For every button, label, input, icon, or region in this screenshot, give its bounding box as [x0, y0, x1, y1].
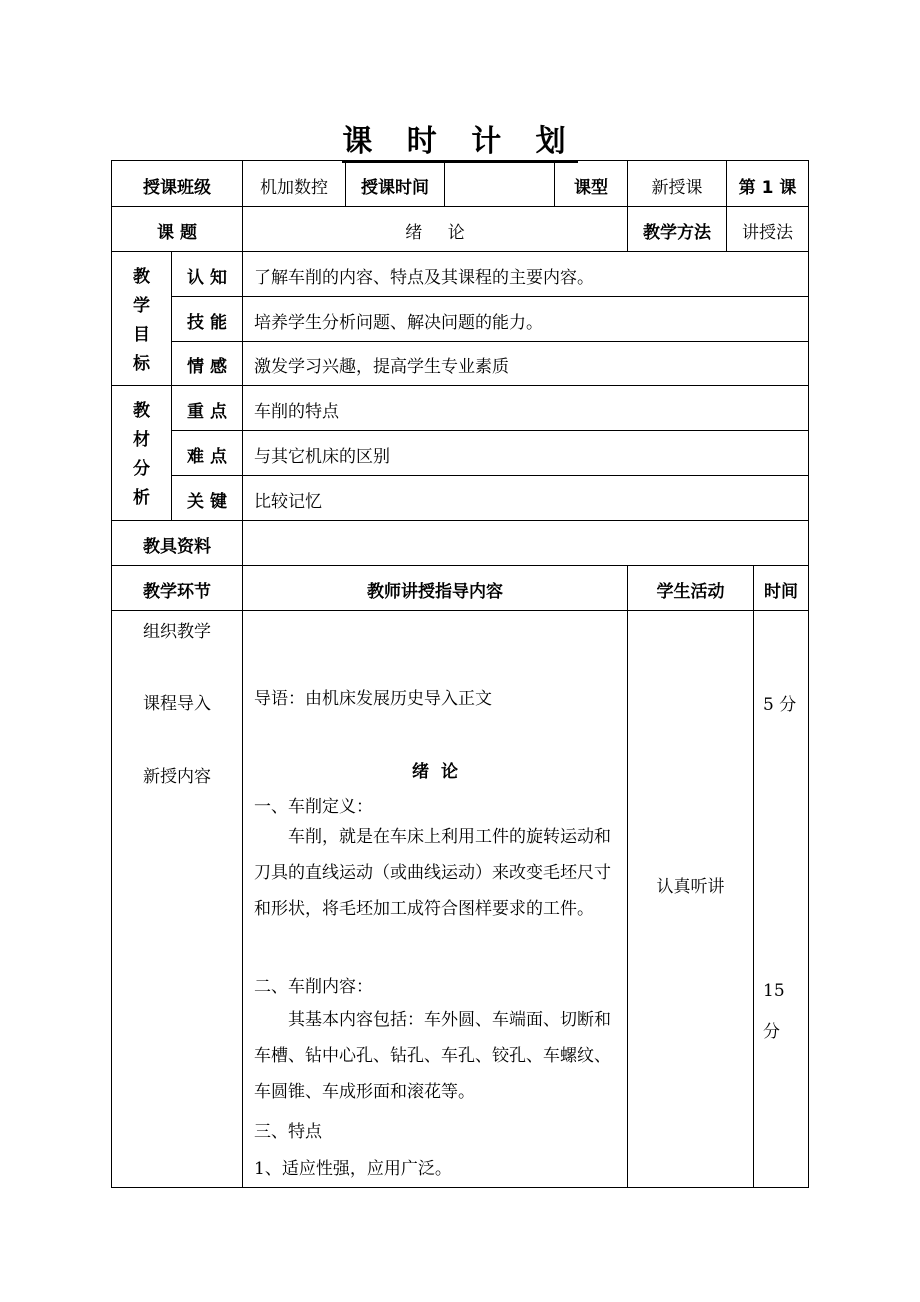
table-border [808, 160, 809, 1188]
time-new-content-number: 15 [763, 981, 785, 1001]
table-rule [171, 475, 809, 476]
page-title: 课 时 计 划 [0, 116, 920, 160]
class-value: 机加数控 [260, 178, 328, 198]
section2-title: 二、车削内容： [254, 977, 373, 997]
table-rule [111, 385, 809, 386]
analysis-value-key-point: 车削的特点 [254, 402, 339, 422]
group-char: 学 [133, 296, 150, 316]
stage-organize: 组织教学 [143, 622, 211, 642]
table-rule [111, 520, 809, 521]
table-border [111, 160, 809, 161]
section3-title: 三、特点 [254, 1122, 322, 1142]
group-char: 教 [133, 401, 150, 421]
analysis-label-key-point: 重 点 [187, 402, 227, 422]
objective-label-emotion: 情 感 [187, 357, 227, 377]
table-rule [171, 251, 172, 520]
table-rule [753, 565, 754, 1188]
analysis-label-difficulty: 难 点 [187, 447, 227, 467]
objective-value-emotion: 激发学习兴趣，提高学生专业素质 [254, 357, 509, 377]
table-rule [171, 430, 809, 431]
section3-item1: 1、适应性强，应用广泛。 [254, 1159, 452, 1179]
topic-label: 课 题 [157, 223, 197, 243]
table-rule [242, 160, 243, 1188]
student-activity: 认真听讲 [656, 877, 725, 897]
objective-label-skill: 技 能 [187, 313, 227, 333]
group-char: 目 [133, 325, 150, 345]
table-rule [111, 251, 809, 252]
stage-new-content: 新授内容 [143, 767, 211, 787]
time-new-content-unit: 分 [763, 1022, 780, 1042]
content-heading: 绪 论 [412, 762, 458, 782]
topic-value: 绪 论 [405, 223, 465, 243]
group-char: 析 [133, 488, 150, 508]
process-header-activity: 学生活动 [656, 582, 725, 602]
objective-value-cognition: 了解车削的内容、特点及其课程的主要内容。 [254, 268, 594, 288]
time-label: 授课时间 [361, 178, 429, 198]
section2-body: 其基本内容包括：车外圆、车端面、切断和车槽、钻中心孔、钻孔、车孔、铰孔、车螺纹、车圆锥、车成形面和滚花等。 [254, 1010, 611, 1102]
table-rule [111, 610, 809, 611]
analysis-group-label [112, 397, 171, 513]
process-header-stage: 教学环节 [143, 582, 211, 602]
stage-introduction: 课程导入 [143, 694, 211, 714]
type-label: 课型 [574, 178, 608, 198]
type-value: 新授课 [651, 178, 703, 198]
materials-label: 教具资料 [143, 537, 211, 557]
table-rule [444, 160, 445, 206]
analysis-value-difficulty: 与其它机床的区别 [254, 447, 390, 467]
lesson-number: 第 1 课 [738, 178, 797, 198]
process-header-content: 教师讲授指导内容 [367, 582, 503, 602]
objective-value-skill: 培养学生分析问题、解决问题的能力。 [254, 313, 543, 333]
analysis-label-crux: 关 键 [187, 492, 227, 512]
group-char: 标 [133, 354, 150, 374]
group-char: 材 [133, 430, 150, 450]
table-rule [171, 341, 809, 342]
analysis-value-crux: 比较记忆 [254, 492, 322, 512]
class-label: 授课班级 [143, 178, 211, 198]
objectives-group-label [112, 263, 171, 379]
table-border [111, 1187, 809, 1188]
table-rule [171, 296, 809, 297]
intro-text: 导语：由机床发展历史导入正文 [254, 689, 492, 709]
table-rule [111, 206, 809, 207]
method-label: 教学方法 [643, 223, 711, 243]
objective-label-cognition: 认 知 [187, 268, 227, 288]
time-intro: 5 分 [763, 695, 797, 715]
section1-title: 一、车削定义： [254, 797, 373, 817]
section1-body: 车削，就是在车床上利用工件的旋转运动和刀具的直线运动（或曲线运动）来改变毛坯尺寸和形状，将毛坯加工成符合图样要求的工件。 [254, 827, 611, 919]
group-char: 分 [133, 459, 150, 479]
table-rule [111, 565, 809, 566]
process-header-time: 时间 [764, 582, 798, 602]
method-value: 讲授法 [742, 223, 793, 243]
group-char: 教 [133, 267, 150, 287]
